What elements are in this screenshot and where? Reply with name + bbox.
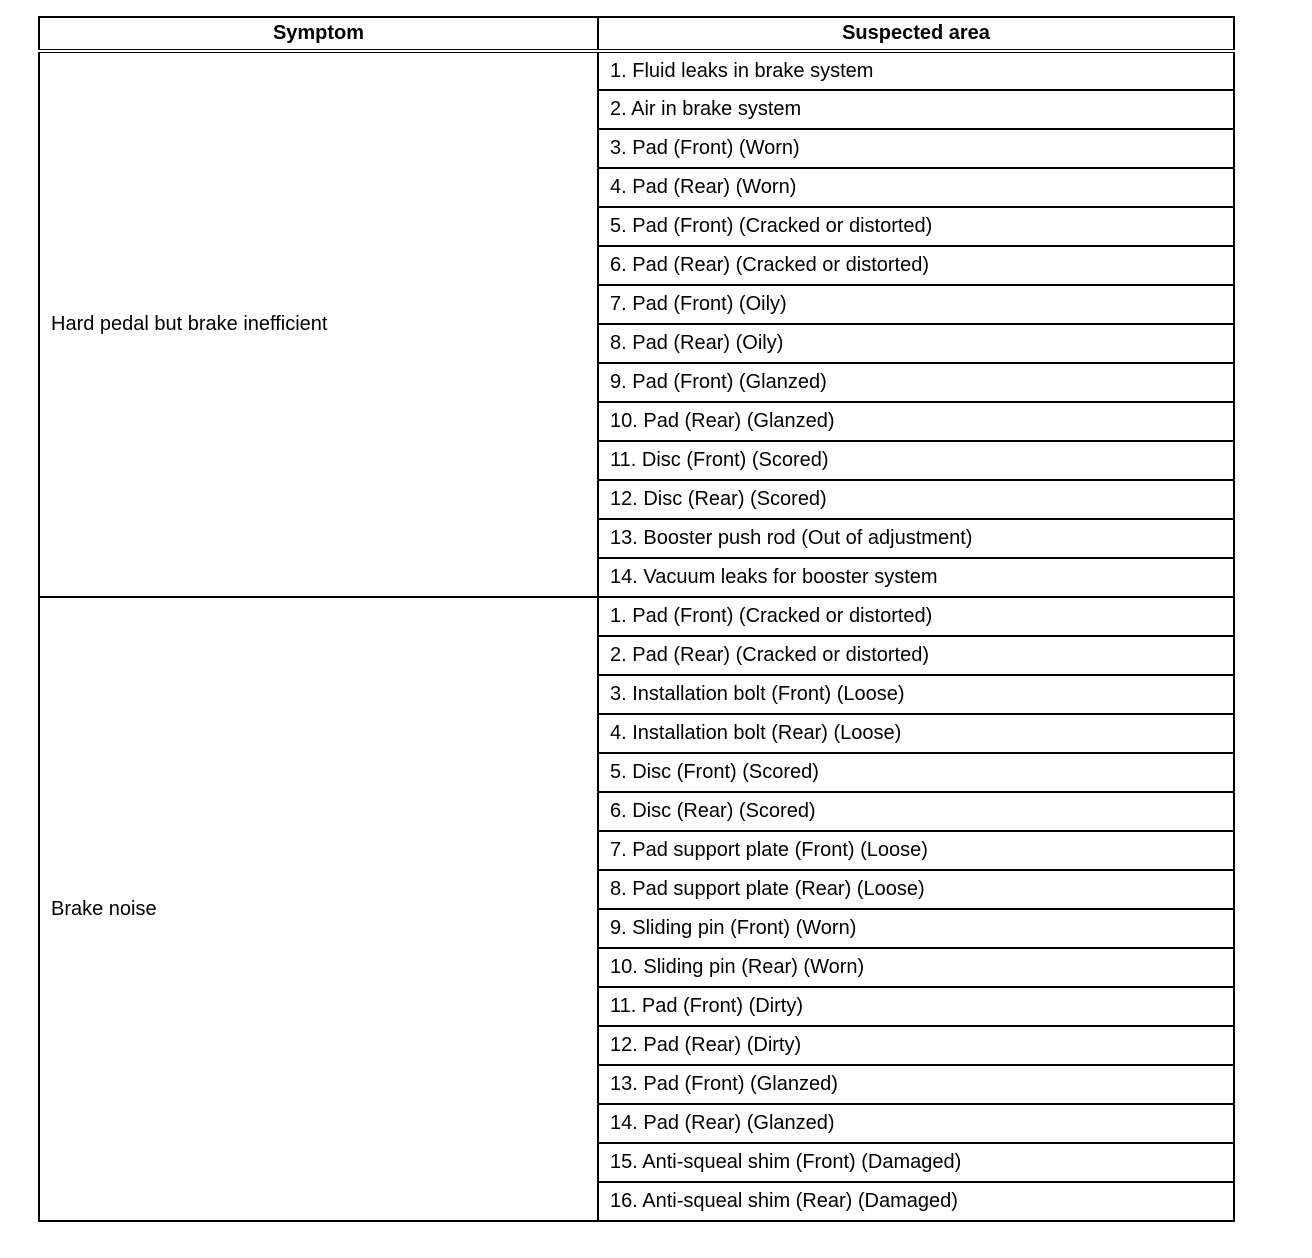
symptom-cell: Hard pedal but brake inefficient [39,51,598,597]
suspected-area-cell: 15. Anti-squeal shim (Front) (Damaged) [598,1143,1234,1182]
header-row [39,17,1234,51]
suspected-area-cell: 4. Installation bolt (Rear) (Loose) [598,714,1234,753]
suspected-area-cell: 13. Booster push rod (Out of adjustment) [598,519,1234,558]
suspected-area-column-header: Suspected area [598,17,1234,51]
suspected-area-cell: 2. Air in brake system [598,90,1234,129]
suspected-area-cell: 14. Vacuum leaks for booster system [598,558,1234,597]
suspected-area-cell: 3. Installation bolt (Front) (Loose) [598,675,1234,714]
table-row [39,51,1234,90]
suspected-area-cell: 7. Pad support plate (Front) (Loose) [598,831,1234,870]
suspected-area-cell: 5. Disc (Front) (Scored) [598,753,1234,792]
suspected-area-cell: 9. Sliding pin (Front) (Worn) [598,909,1234,948]
suspected-area-cell: 2. Pad (Rear) (Cracked or distorted) [598,636,1234,675]
suspected-area-cell: 9. Pad (Front) (Glanzed) [598,363,1234,402]
suspected-area-cell: 14. Pad (Rear) (Glanzed) [598,1104,1234,1143]
suspected-area-cell: 16. Anti-squeal shim (Rear) (Damaged) [598,1182,1234,1221]
suspected-area-cell: 5. Pad (Front) (Cracked or distorted) [598,207,1234,246]
suspected-area-cell: 1. Pad (Front) (Cracked or distorted) [598,597,1234,636]
suspected-area-cell: 10. Pad (Rear) (Glanzed) [598,402,1234,441]
suspected-area-cell: 11. Pad (Front) (Dirty) [598,987,1234,1026]
suspected-area-cell: 1. Fluid leaks in brake system [598,51,1234,90]
suspected-area-cell: 4. Pad (Rear) (Worn) [598,168,1234,207]
table-header [39,17,1234,51]
symptom-column-header: Symptom [39,17,598,51]
suspected-area-cell: 6. Pad (Rear) (Cracked or distorted) [598,246,1234,285]
suspected-area-cell: 13. Pad (Front) (Glanzed) [598,1065,1234,1104]
table-body [39,51,1234,1221]
suspected-area-cell: 12. Pad (Rear) (Dirty) [598,1026,1234,1065]
suspected-area-cell: 7. Pad (Front) (Oily) [598,285,1234,324]
suspected-area-cell: 10. Sliding pin (Rear) (Worn) [598,948,1234,987]
suspected-area-cell: 8. Pad support plate (Rear) (Loose) [598,870,1234,909]
suspected-area-cell: 3. Pad (Front) (Worn) [598,129,1234,168]
symptom-cell: Brake noise [39,597,598,1221]
suspected-area-cell: 8. Pad (Rear) (Oily) [598,324,1234,363]
troubleshooting-table [38,16,1235,1222]
suspected-area-cell: 6. Disc (Rear) (Scored) [598,792,1234,831]
suspected-area-cell: 11. Disc (Front) (Scored) [598,441,1234,480]
table-row [39,597,1234,636]
suspected-area-cell: 12. Disc (Rear) (Scored) [598,480,1234,519]
